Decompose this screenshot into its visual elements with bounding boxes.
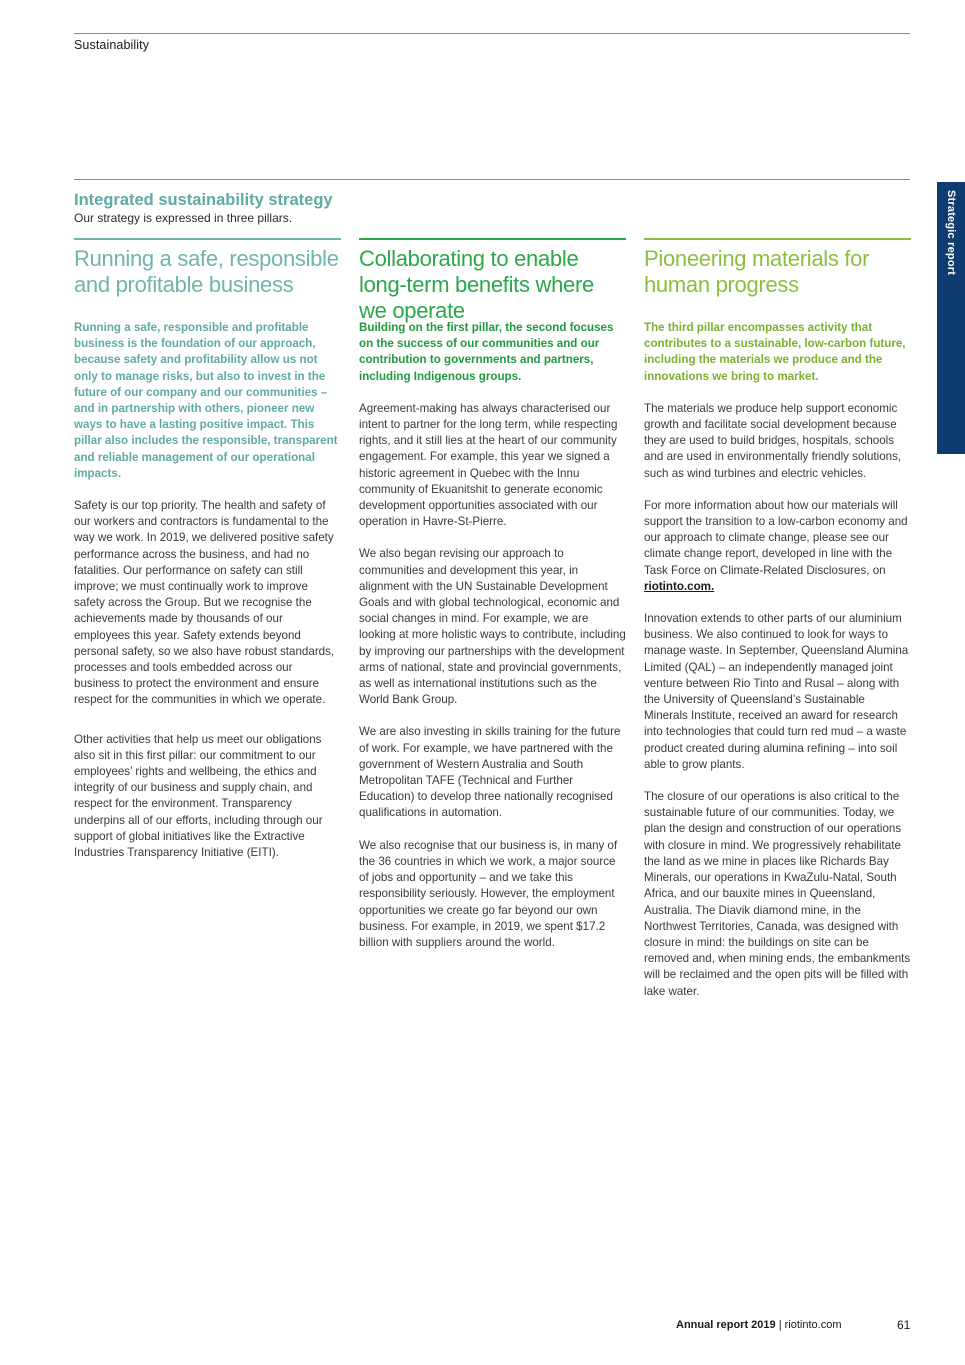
pillar-2-heading: Collaborating to enable long-term benefits where we operate bbox=[359, 246, 594, 323]
pillar-3-paragraph: Innovation extends to other parts of our aluminium business. We also continued to look for ways to manage waste. In September, Queensland Alumina Limited (QAL) – an independently managed joint venture between Rio Tinto and Rusal – along with the University of Queensland’s Sustainable Minerals Institute, received an award for research into technologies that could turn red mud – a waste product created during alumina refining – into soil able to grow plants. bbox=[644, 612, 909, 771]
footer-report-label: Annual report 2019 bbox=[676, 1319, 776, 1331]
pillar-3-climate-text: For more information about how our materials will support the transition to a low-carbon economy and our approach to climate change, please see our climate change report, developed in line with the Task Force on Climate-Related Disclosures, on bbox=[644, 498, 908, 577]
pillar-2-paragraph: We are also investing in skills training for the future of work. For example, we have partnered with the government of Western Australia and South Metropolitan TAFE (Technical and Further Education) to develop three nationally recognised qualifications in automation. bbox=[359, 725, 621, 820]
footer-separator: | bbox=[778, 1319, 782, 1331]
top-divider bbox=[74, 33, 910, 34]
pillar-2-paragraph: We also began revising our approach to communities and development this year, in alignment with the UN Sustainable Development Goals and with global technological, economic and social changes in mind. For example, we are looking at more holistic ways to contribute, including by improving our partnerships with the development arms of national, state and provincial governments, as well as international institutions such as the World Bank Group. bbox=[359, 547, 626, 707]
pillar-3-rule bbox=[644, 238, 911, 240]
pillar-2-intro: Building on the first pillar, the second focuses on the success of our communities and our contribution to governments and partners, including Indigenous groups. bbox=[359, 321, 614, 383]
pillar-3-paragraph: The materials we produce help support economic growth and facilitate social development because they are used to build bridges, hospitals, schools and are used in environmentally friendly solutions, such as wind turbines and electric vehicles. bbox=[644, 401, 902, 480]
pillar-1-intro: Running a safe, responsible and profitable business is the foundation of our approach, because safety and profitability allow us not only to manage risks, but also to invest in the future of our company and our communities – and in partnership with others, pioneer new ways to have a lasting positive impact. This pillar also includes the responsible, transparent and reliable management of our operational impacts. bbox=[74, 321, 338, 480]
pillar-column-1 bbox=[74, 238, 341, 861]
content-divider bbox=[74, 179, 910, 180]
strategy-subtitle: Our strategy is expressed in three pillars. bbox=[74, 211, 293, 225]
pillar-2-paragraph: Agreement-making has always characterised our intent to partner for the long term, while respecting rights, and it still lies at the heart of our community engagement. For example, this year we signed a historic agreement in Quebec with the Innu community of Ekuanitshit to generate economic development opportunities associated with our operation in Havre-St-Pierre. bbox=[359, 401, 618, 529]
footer-report bbox=[676, 1319, 841, 1331]
pillar-2-paragraph: We also recognise that our business is, in many of the 36 countries in which we work, a major source of jobs and opportunity – and we take this responsibility seriously. However, the employment opportunities we create go far beyond our own business. For example, in 2019, we spent $17.2 billion with suppliers around the world. bbox=[359, 838, 618, 949]
page-number: 61 bbox=[897, 1318, 911, 1332]
strategy-title: Integrated sustainability strategy bbox=[74, 191, 333, 209]
pillar-3-intro: The third pillar encompasses activity that contributes to a sustainable, low-carbon future, including the materials we produce and the innovations we bring to market. bbox=[644, 321, 906, 383]
section-label: Sustainability bbox=[74, 38, 150, 52]
pillar-column-3 bbox=[644, 238, 911, 1000]
pillar-3-heading: Pioneering materials for human progress bbox=[644, 246, 870, 297]
pillar-column-2 bbox=[359, 238, 626, 951]
riotinto-link[interactable]: riotinto.com. bbox=[644, 579, 715, 593]
pillar-1-rule bbox=[74, 238, 341, 240]
side-tab-label: Strategic report bbox=[945, 190, 957, 276]
pillar-3-paragraph-climate bbox=[644, 498, 911, 595]
footer-site: riotinto.com bbox=[784, 1319, 842, 1331]
pillar-2-rule bbox=[359, 238, 626, 240]
pillar-1-paragraph: Safety is our top priority. The health and safety of our workers and contractors is fundamental to the way we work. In 2019, we delivered positive safety performance across the business, and had no fatalities. Our performance on safety can still improve; we must continually work to improve safety across the Group. But we recognise the achievements made by thousands of our employees this year. Safety extends beyond personal safety, so we also have robust standards, processes and tools embedded across our business to protect the environment and ensure respect for the communities in which we operate. bbox=[74, 499, 335, 707]
pillar-3-paragraph: The closure of our operations is also critical to the sustainable future of our communities. Today, we plan the design and construction of our operations with closure in mind. We progressively rehabilitate the land as we mine in places like Richards Bay Minerals, our operations in KwaZulu-Natal, South Africa, and our bauxite mines in Queensland, Australia. The Diavik diamond mine, in the Northwest Territories, Canada, was designed with closure in mind: the buildings on site can be removed and, when mining ends, the embankments will be reclaimed and the open pits will be filled with lake water. bbox=[644, 790, 911, 998]
pillar-1-heading: Running a safe, responsible and profitable business bbox=[74, 246, 339, 297]
pillar-1-paragraph: Other activities that help us meet our obligations also sit in this first pillar: our commitment to our employees’ rights and wellbeing, the ethics and integrity of our business and supply chain, and respect for the environment. Transparency underpins all of our efforts, including through our support of global initiatives like the Extractive Industries Transparency Initiative (EITI). bbox=[74, 732, 323, 860]
side-tab[interactable] bbox=[937, 182, 965, 454]
